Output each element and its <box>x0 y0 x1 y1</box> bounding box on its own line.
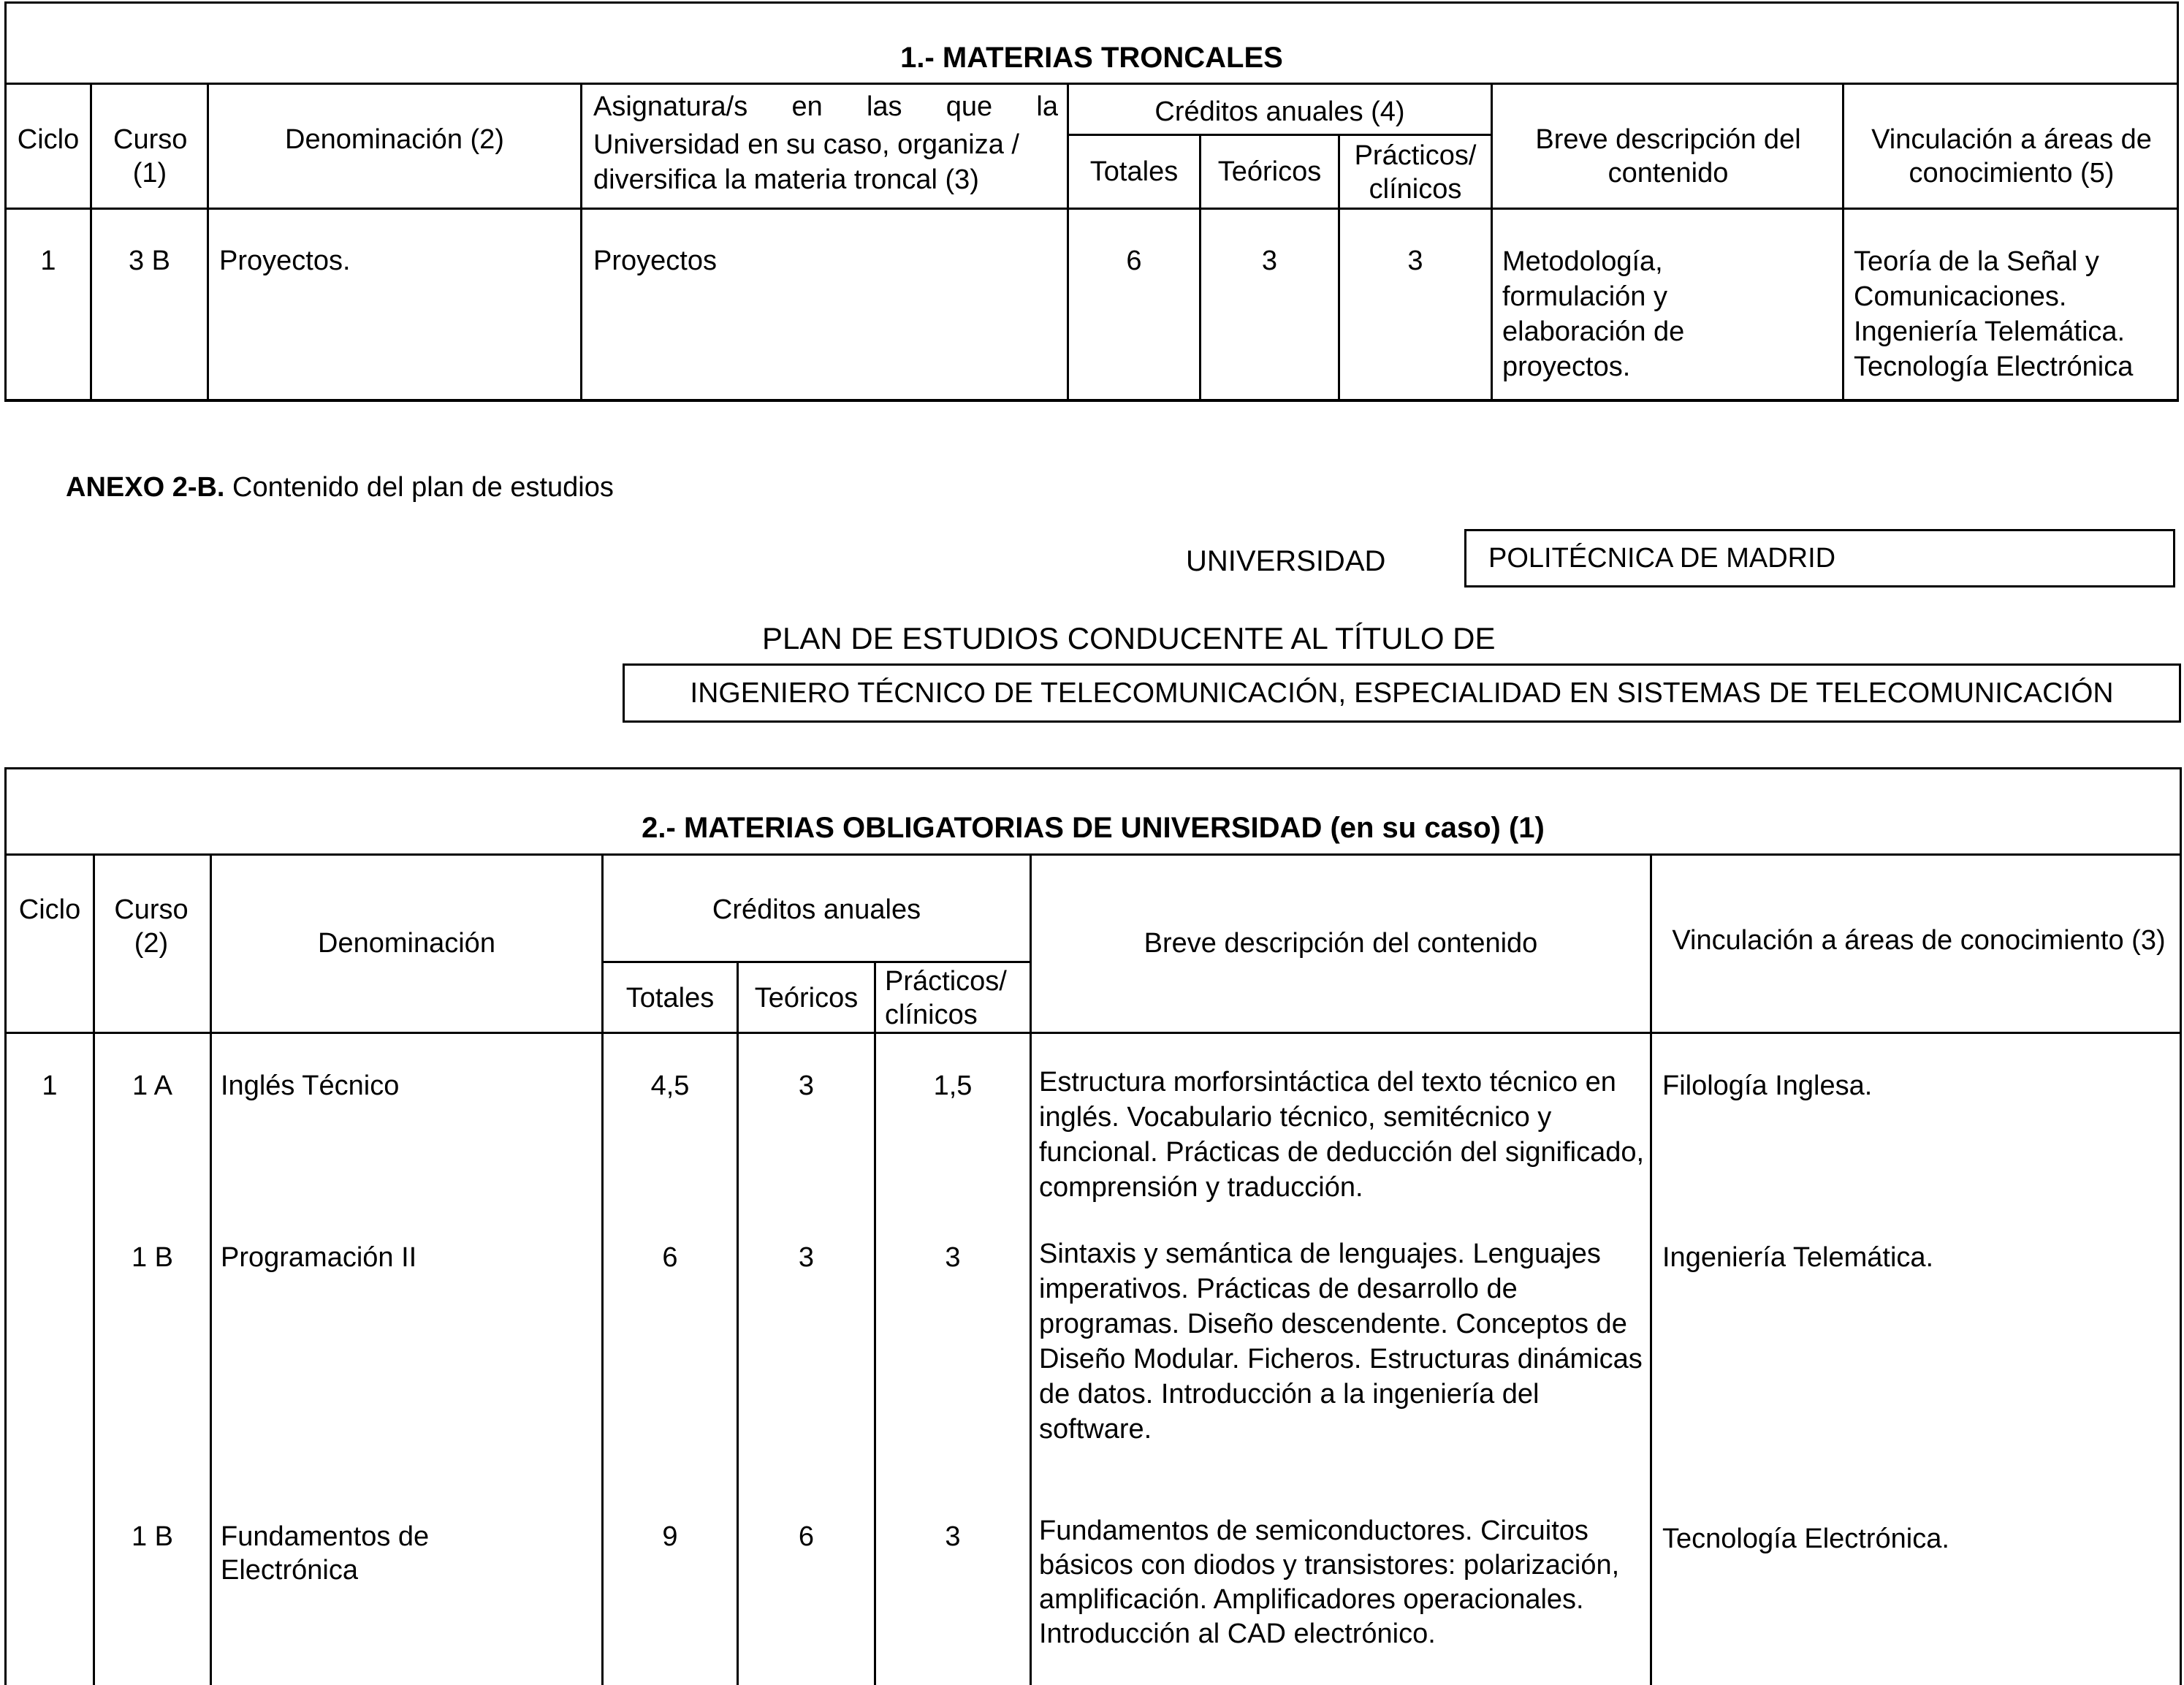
table2-header-teoricos: Teóricos <box>754 983 859 1013</box>
universidad-box <box>1464 529 2175 587</box>
table2-cell-vinculacion: Ingeniería Telemática. <box>1662 1242 1934 1273</box>
table1-header-practicos: Prácticos/ clínicos <box>1354 140 1477 205</box>
table2-cell-totales: 6 <box>662 1242 678 1273</box>
table1-cell-asignatura: Proyectos <box>593 246 717 276</box>
table2-cell-curso: 1 A <box>132 1070 172 1101</box>
universidad-value: POLITÉCNICA DE MADRID <box>1488 543 1836 574</box>
table1-cell-vinculacion: Teoría de la Señal y Comunicaciones. Ingeniería Telemática. Tecnología Electrónica <box>1854 246 2134 382</box>
table1-header-descripcion: Breve descripción del contenido <box>1535 124 1801 189</box>
table2-cell-descripcion: Sintaxis y semántica de lenguajes. Lenguajes imperativos. Prácticas de desarrollo de programas. Diseño descendente. Conceptos de Diseño Modular. Ficheros. Estructuras dinámicas de datos. Introducción a la ingeniería del software. <box>1039 1239 1643 1445</box>
table2-cell-totales: 9 <box>662 1521 678 1552</box>
table1-cell-curso: 3 B <box>128 246 171 276</box>
table1-cell-descripcion: Metodología, formulación y elaboración de proyectos. <box>1502 246 1685 382</box>
table1-header-denominacion: Denominación (2) <box>285 124 504 155</box>
table1-header-totales: Totales <box>1089 156 1179 187</box>
table2-cell-teoricos: 6 <box>798 1521 815 1552</box>
table1-cell-teoricos: 3 <box>1261 246 1278 276</box>
table2-cell-totales: 4,5 <box>650 1070 690 1101</box>
table1-header-asignatura-l3: diversifica la materia troncal (3) <box>593 164 979 195</box>
table2-header-denominacion: Denominación <box>318 928 495 959</box>
table1-header-curso: Curso (1) <box>113 124 188 189</box>
table2-cell-practicos: 1,5 <box>933 1070 973 1101</box>
table1-header-asignatura-l2: Universidad en su caso, organiza / <box>593 129 1019 160</box>
table1-cell-practicos: 3 <box>1407 246 1423 276</box>
table1-header-creditos: Créditos anuales (4) <box>1154 96 1405 127</box>
anexo-label-bold: ANEXO 2-B. <box>66 472 225 503</box>
table2-cell-denominacion: Programación II <box>221 1242 417 1273</box>
table2-cell-denominacion: Inglés Técnico <box>221 1070 400 1101</box>
plan-title-box <box>623 663 2181 723</box>
table1-header-ciclo: Ciclo <box>17 124 80 155</box>
table2-cell-descripcion: Fundamentos de semiconductores. Circuitos básicos con diodos y transistores: polarización, amplificación. Amplificadores operacionales. Introducción al CAD electrónico. <box>1039 1515 1620 1649</box>
table2-cell-denominacion: Fundamentos de Electrónica <box>221 1521 430 1586</box>
table2-cell-curso: 1 B <box>131 1521 174 1552</box>
table1-cell-totales: 6 <box>1126 246 1142 276</box>
table2-header-descripcion: Breve descripción del contenido <box>1144 928 1538 959</box>
plan-title-value: INGENIERO TÉCNICO DE TELECOMUNICACIÓN, ESPECIALIDAD EN SISTEMAS DE TELECOMUNICACIÓN <box>690 677 2114 709</box>
table2-cell-curso: 1 B <box>131 1242 174 1273</box>
plan-label: PLAN DE ESTUDIOS CONDUCENTE AL TÍTULO DE <box>762 621 1496 655</box>
table1-header-teoricos: Teóricos <box>1217 156 1322 187</box>
table2-cell-vinculacion: Filología Inglesa. <box>1662 1070 1873 1101</box>
table2-cell-teoricos: 3 <box>798 1242 815 1273</box>
table2-header-practicos: Prácticos/ clínicos <box>885 966 1007 1030</box>
table2-cell-practicos: 3 <box>945 1521 961 1552</box>
table2-title: 2.- MATERIAS OBLIGATORIAS DE UNIVERSIDAD (en su caso) (1) <box>642 812 1545 844</box>
table1-cell-denominacion: Proyectos. <box>219 246 351 276</box>
table2-cell-ciclo: 1 <box>42 1070 58 1101</box>
table2-cell-vinculacion: Tecnología Electrónica. <box>1662 1524 1949 1554</box>
table1-title: 1.- MATERIAS TRONCALES <box>900 42 1283 74</box>
table2-cell-descripcion: Estructura morforsintáctica del texto técnico en inglés. Vocabulario técnico, semitécnico y funcional. Prácticas de deducción del significado, comprensión y traducción. <box>1039 1067 1645 1203</box>
table2-header-curso: Curso (2) <box>114 894 189 959</box>
table2-header-creditos: Créditos anuales <box>712 894 921 925</box>
table1-header-asignatura-l1: Asignatura/s en las que la <box>593 91 1058 122</box>
anexo-heading <box>66 471 614 504</box>
table1-header-vinculacion: Vinculación a áreas de conocimiento (5) <box>1871 124 2152 189</box>
table2-header-totales: Totales <box>625 983 715 1013</box>
table1-cell-ciclo: 1 <box>40 246 56 276</box>
table2-header-ciclo: Ciclo <box>18 894 81 925</box>
table2-header-vinculacion: Vinculación a áreas de conocimiento (3) <box>1672 925 2166 956</box>
anexo-label-rest: Contenido del plan de estudios <box>224 472 614 503</box>
table2-cell-practicos: 3 <box>945 1242 961 1273</box>
table2-cell-teoricos: 3 <box>798 1070 815 1101</box>
universidad-label: UNIVERSIDAD <box>1186 545 1386 577</box>
